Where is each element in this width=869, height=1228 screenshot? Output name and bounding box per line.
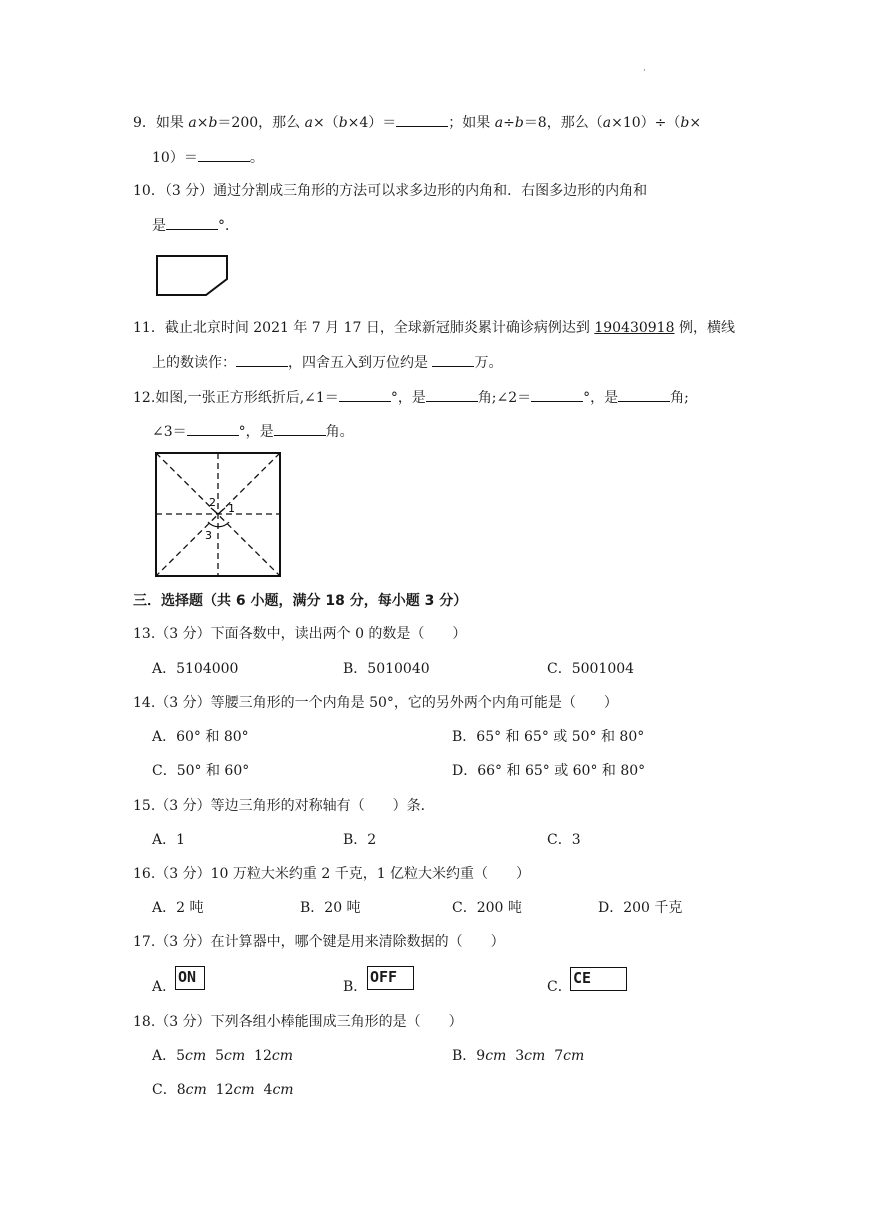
unit: cm [524, 1048, 546, 1064]
text: ×4）＝ [347, 115, 397, 131]
q10-line1: 10．（3 分）通过分割成三角形的方法可以求多边形的内角和．右图多边形的内角和 [133, 183, 648, 199]
answer-blank[interactable] [236, 352, 288, 367]
angle-label-1: 1 [228, 502, 235, 515]
text: 8 [176, 1082, 186, 1098]
q15-option-c[interactable]: C．3 [547, 832, 581, 848]
q17-option-a[interactable]: A． [152, 979, 177, 995]
text: 12.如图,一张正方形纸折后,∠1＝ [133, 390, 339, 406]
text: 是 [152, 218, 166, 234]
q13-option-b[interactable]: B．5010040 [343, 661, 430, 677]
text: ，是 [245, 424, 274, 440]
q18-option-c[interactable] [152, 1080, 294, 1100]
text: 3 [515, 1048, 525, 1064]
folded-square-figure [152, 450, 284, 580]
text: × [196, 115, 209, 131]
text: ；如果 [448, 115, 495, 131]
text: 万。 [474, 355, 503, 371]
q17-option-b[interactable]: B． [343, 979, 368, 995]
q16-option-d[interactable]: D．200 千克 [598, 900, 683, 916]
answer-blank[interactable] [339, 387, 391, 402]
q11-line2 [152, 352, 502, 373]
q11-line1 [133, 318, 735, 338]
text: 11．截止北京时间 2021 年 7 月 17 日，全球新冠肺炎累计确诊病例达到 [133, 320, 595, 336]
text: ＝200，那么 [217, 115, 305, 131]
text: 4 [263, 1082, 273, 1098]
header-dot: · [643, 66, 646, 76]
var-a: a [304, 115, 313, 131]
angle-label-3: 3 [205, 529, 212, 542]
text: ÷ [503, 115, 515, 131]
q18-stem: 18.（3 分）下列各组小棒能围成三角形的是（ ） [133, 1014, 463, 1030]
text: 12 [254, 1048, 272, 1064]
var-a: a [188, 115, 197, 131]
answer-blank[interactable] [274, 421, 326, 436]
var-a: a [602, 115, 612, 131]
q18-option-b[interactable] [452, 1046, 584, 1066]
text: 。 [249, 150, 264, 166]
calculator-key-on[interactable]: ON [175, 966, 205, 990]
q17-stem: 17.（3 分）在计算器中，哪个键是用来清除数据的（ ） [133, 934, 505, 950]
text: ×10）÷（ [611, 115, 681, 131]
text: 例，横线 [674, 320, 735, 336]
text: ，是 [590, 390, 619, 406]
case-number: 190430918 [594, 320, 675, 336]
text: 12 [215, 1082, 234, 1098]
polygon-figure [150, 250, 236, 302]
unit: cm [185, 1082, 207, 1098]
text: 5 [176, 1048, 186, 1064]
q14-option-d[interactable]: D．66° 和 65° 或 60° 和 80° [452, 763, 646, 779]
text: 9．如果 [133, 115, 189, 131]
text: °． [218, 218, 239, 234]
q14-option-c[interactable]: C．50° 和 60° [152, 763, 250, 779]
text: B． [452, 1048, 477, 1064]
q16-stem: 16.（3 分）10 万粒大米约重 2 千克，1 亿粒大米约重（ ） [133, 866, 531, 882]
unit: cm [233, 1082, 255, 1098]
text: 角;∠2＝ [477, 390, 532, 406]
var-b: b [514, 115, 524, 131]
q9-line1 [133, 112, 701, 133]
text: 7 [554, 1048, 564, 1064]
q13-option-a[interactable]: A．5104000 [152, 661, 239, 677]
text: × [689, 115, 702, 131]
text: ∠3＝ [152, 424, 187, 440]
text: ，四舍五入到万位约是 [288, 355, 433, 371]
q16-option-b[interactable]: B．20 吨 [300, 900, 361, 916]
unit: cm [271, 1048, 293, 1064]
q14-stem: 14.（3 分）等腰三角形的一个内角是 50°，它的另外两个内角可能是（ ） [133, 695, 618, 711]
text: 9 [476, 1048, 486, 1064]
calculator-key-ce[interactable]: CE [570, 967, 627, 991]
q12-line2 [152, 421, 354, 442]
q14-option-a[interactable]: A．60° 和 80° [152, 729, 249, 745]
q15-option-b[interactable]: B．2 [343, 832, 377, 848]
var-b: b [680, 115, 690, 131]
q14-option-b[interactable]: B．65° 和 65° 或 50° 和 80° [452, 729, 645, 745]
text: ° [390, 390, 398, 406]
text: A． [152, 1048, 177, 1064]
answer-blank[interactable] [531, 387, 583, 402]
var-b: b [338, 115, 348, 131]
text: ° [583, 390, 591, 406]
q9-line2 [152, 147, 264, 168]
angle-label-2: 2 [209, 496, 216, 509]
text: 角。 [325, 424, 354, 440]
q16-option-c[interactable]: C．200 吨 [452, 900, 522, 916]
answer-blank[interactable] [618, 387, 670, 402]
answer-blank[interactable] [166, 215, 218, 230]
text: ° [238, 424, 246, 440]
answer-blank[interactable] [426, 387, 478, 402]
unit: cm [563, 1048, 585, 1064]
q13-option-c[interactable]: C．5001004 [547, 661, 635, 677]
text: C． [152, 1082, 177, 1098]
text: 10）＝ [152, 150, 198, 166]
text: 5 [215, 1048, 224, 1064]
q15-stem: 15.（3 分）等边三角形的对称轴有（ ）条． [133, 798, 435, 814]
answer-blank[interactable] [187, 421, 239, 436]
q10-line2 [152, 215, 239, 236]
q13-stem: 13.（3 分）下面各数中，读出两个 0 的数是（ ） [133, 626, 467, 642]
unit: cm [185, 1048, 207, 1064]
text: 上的数读作： [152, 355, 236, 371]
text: ＝8，那么（ [523, 115, 603, 131]
answer-blank[interactable] [198, 147, 250, 162]
unit: cm [272, 1082, 294, 1098]
unit: cm [485, 1048, 507, 1064]
section-3-heading: 三．选择题（共 6 小题，满分 18 分，每小题 3 分） [133, 593, 468, 609]
answer-blank[interactable] [432, 352, 474, 367]
q12-line1 [133, 387, 689, 408]
calculator-key-off[interactable]: OFF [367, 966, 414, 990]
q18-option-a[interactable] [152, 1046, 293, 1066]
q15-option-a[interactable]: A．1 [152, 832, 186, 848]
var-a: a [494, 115, 504, 131]
var-b: b [208, 115, 218, 131]
q16-option-a[interactable]: A．2 吨 [152, 900, 204, 916]
text: ，是 [397, 390, 426, 406]
unit: cm [224, 1048, 246, 1064]
text: ×（ [312, 115, 339, 131]
q17-option-c[interactable]: C． [547, 979, 572, 995]
answer-blank[interactable] [396, 112, 448, 127]
text: 角; [670, 390, 689, 406]
